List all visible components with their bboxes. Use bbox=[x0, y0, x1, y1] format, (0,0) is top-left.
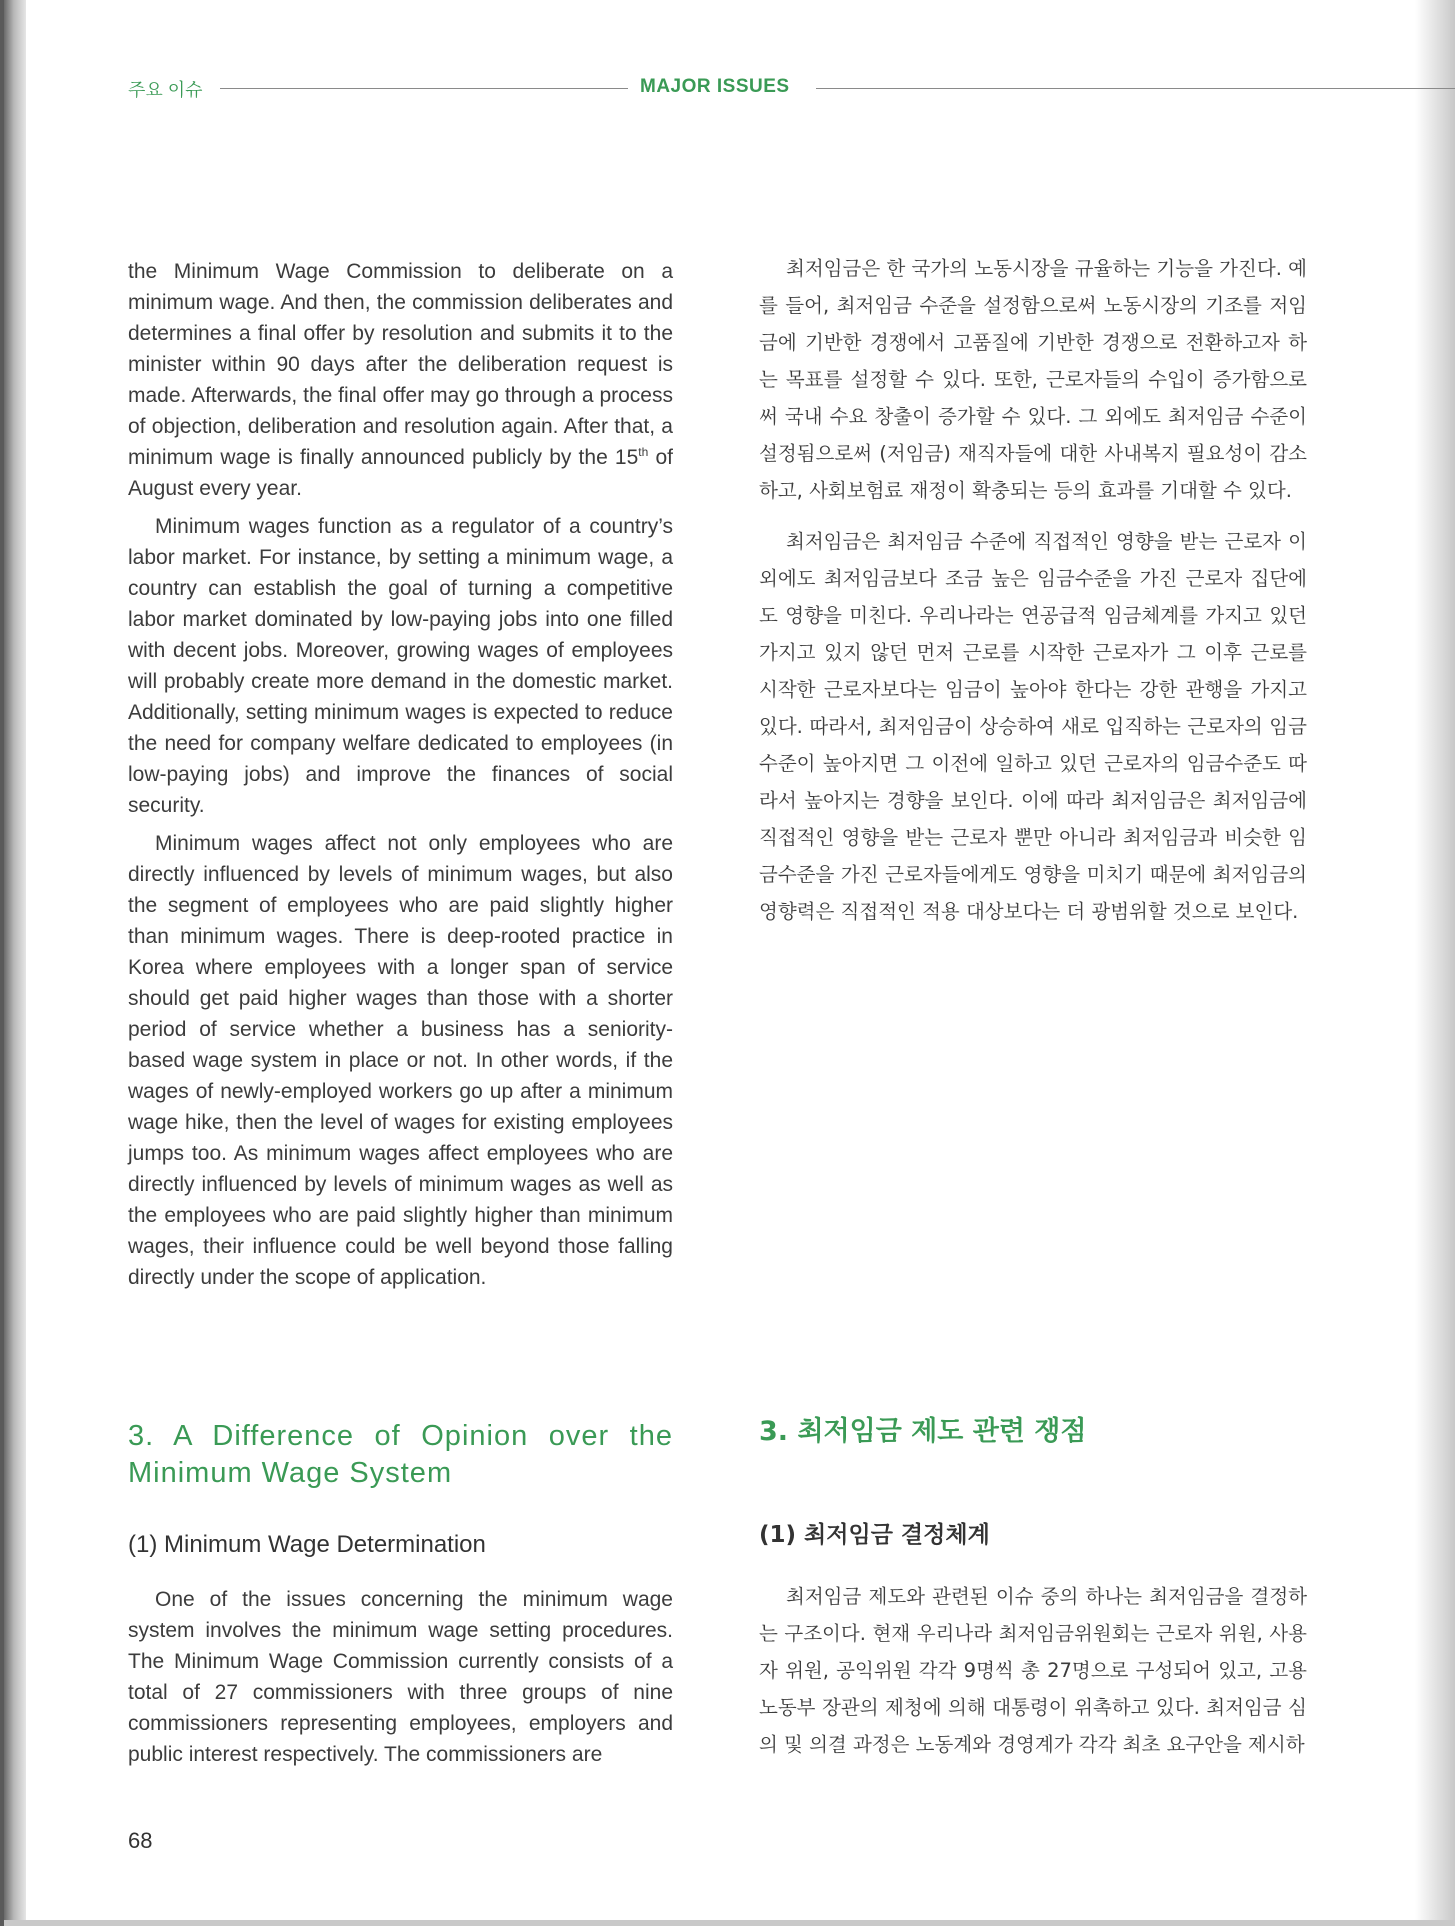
page-number: 68 bbox=[128, 1828, 153, 1853]
header-section-kr: 주요 이슈 bbox=[128, 80, 203, 100]
header-rule-right bbox=[816, 88, 1455, 89]
subsection-heading-en: (1) Minimum Wage Determination bbox=[128, 1531, 486, 1558]
english-paragraph-4: One of the issues concerning the minimum wage system involves the minimum wage setting procedures. The Minimum Wage Commission currently consists of a total of 27 commissioners with three groups of nine commissioners representing employees, employers and public interest respectively. The commissioners are bbox=[128, 1588, 673, 1766]
ordinal-suffix: th bbox=[638, 445, 649, 459]
english-paragraph-1-text: the Minimum Wage Commission to deliberate on a minimum wage. And then, the commission deliberates and determines a final offer by resolution and submits it to the minister within 90 days after the deliberation request is made. Afterwards, the final offer may go through a process of objection, deliberation and resolution again. After that, a minimum wage is finally announced publicly by the 15 bbox=[128, 260, 673, 469]
header-rule-left bbox=[220, 88, 628, 89]
korean-paragraph-3: 최저임금 제도와 관련된 이슈 중의 하나는 최저임금을 결정하는 구조이다. 현재 우리나라 최저임금위원회는 근로자 위원, 사용자 위원, 공익위원 각각 9명씩 총 27명으로 구성되어 있고, 고용노동부 장관의 제청에 의해 대통령이 위촉하고 있다. 최저임금 심의 및 의결 과정은 노동계와 경영계가 각각 최초 요구안을 제시하 bbox=[759, 1585, 1307, 1756]
page-bottom-edge bbox=[4, 1920, 1455, 1926]
english-paragraph-1 bbox=[128, 256, 673, 504]
english-column-top bbox=[128, 256, 673, 1293]
page-edge-shadow bbox=[1415, 0, 1455, 1926]
document-page bbox=[4, 0, 1455, 1926]
section-heading-kr: 3. 최저임금 제도 관련 쟁점 bbox=[759, 1416, 1087, 1447]
english-column-bottom bbox=[128, 1584, 673, 1770]
korean-column-top bbox=[759, 250, 1307, 930]
running-header bbox=[128, 76, 1455, 102]
english-paragraph-2: Minimum wages function as a regulator of a country’s labor market. For instance, by setting a minimum wage, a country can establish the goal of turning a competitive labor market dominated by low-paying jobs into one filled with decent jobs. Moreover, growing wages of employees will probably create more demand in the domestic market. Additionally, setting minimum wages is expected to reduce the need for company welfare dedicated to employees (in low-paying jobs) and improve the finances of social security. bbox=[128, 515, 673, 817]
book-spine bbox=[4, 0, 26, 1926]
english-paragraph-3: Minimum wages affect not only employees who are directly influenced by levels of minimum wages, but also the segment of employees who are paid slightly higher than minimum wages. There is deep-rooted practice in Korea where employees with a longer span of service should get paid higher wages than those with a shorter period of service whether a business has a seniority-based wage system in place or not. In other words, if the wages of newly-employed workers go up after a minimum wage hike, then the level of wages for existing employees jumps too. As minimum wages affect employees who are directly influenced by levels of minimum wages as well as the employees who are paid slightly higher than minimum wages, their influence could be well beyond those falling directly under the scope of application. bbox=[128, 832, 673, 1289]
header-section-en: MAJOR ISSUES bbox=[640, 76, 790, 97]
section-heading-en: 3. A Difference of Opinion over the Minimum Wage System bbox=[128, 1420, 673, 1489]
korean-column-bottom bbox=[759, 1578, 1307, 1763]
english-paragraph-1-end: of August every year. bbox=[128, 446, 673, 500]
subsection-heading-kr: (1) 최저임금 결정체계 bbox=[759, 1522, 990, 1548]
korean-paragraph-2: 최저임금은 최저임금 수준에 직접적인 영향을 받는 근로자 이외에도 최저임금보다 조금 높은 임금수준을 가진 근로자 집단에도 영향을 미친다. 우리나라는 연공급적 임금체계를 가지고 있던 가지고 있지 않던 먼저 근로를 시작한 근로자가 그 이후 근로를 시작한 근로자보다는 임금이 높아야 한다는 강한 관행을 가지고 있다. 따라서, 최저임금이 상승하여 새로 입직하는 근로자의 임금수준이 높아지면 그 이전에 일하고 있던 근로자의 임금수준도 따라서 높아지는 경향을 보인다. 이에 따라 최저임금은 최저임금에 직접적인 영향을 받는 근로자 뿐만 아니라 최저임금과 비슷한 임금수준을 가진 근로자들에게도 영향을 미치기 때문에 최저임금의 영향력은 직접적인 적용 대상보다는 더 광범위할 것으로 보인다. bbox=[759, 530, 1307, 923]
korean-paragraph-1: 최저임금은 한 국가의 노동시장을 규율하는 기능을 가진다. 예를 들어, 최저임금 수준을 설정함으로써 노동시장의 기조를 저임금에 기반한 경쟁에서 고품질에 기반한 경쟁으로 전환하고자 하는 목표를 설정할 수 있다. 또한, 근로자들의 수입이 증가함으로써 국내 수요 창출이 증가할 수 있다. 그 외에도 최저임금 수준이 설정됨으로써 (저임금) 재직자들에 대한 사내복지 필요성이 감소하고, 사회보험료 재정이 확충되는 등의 효과를 기대할 수 있다. bbox=[759, 257, 1307, 502]
